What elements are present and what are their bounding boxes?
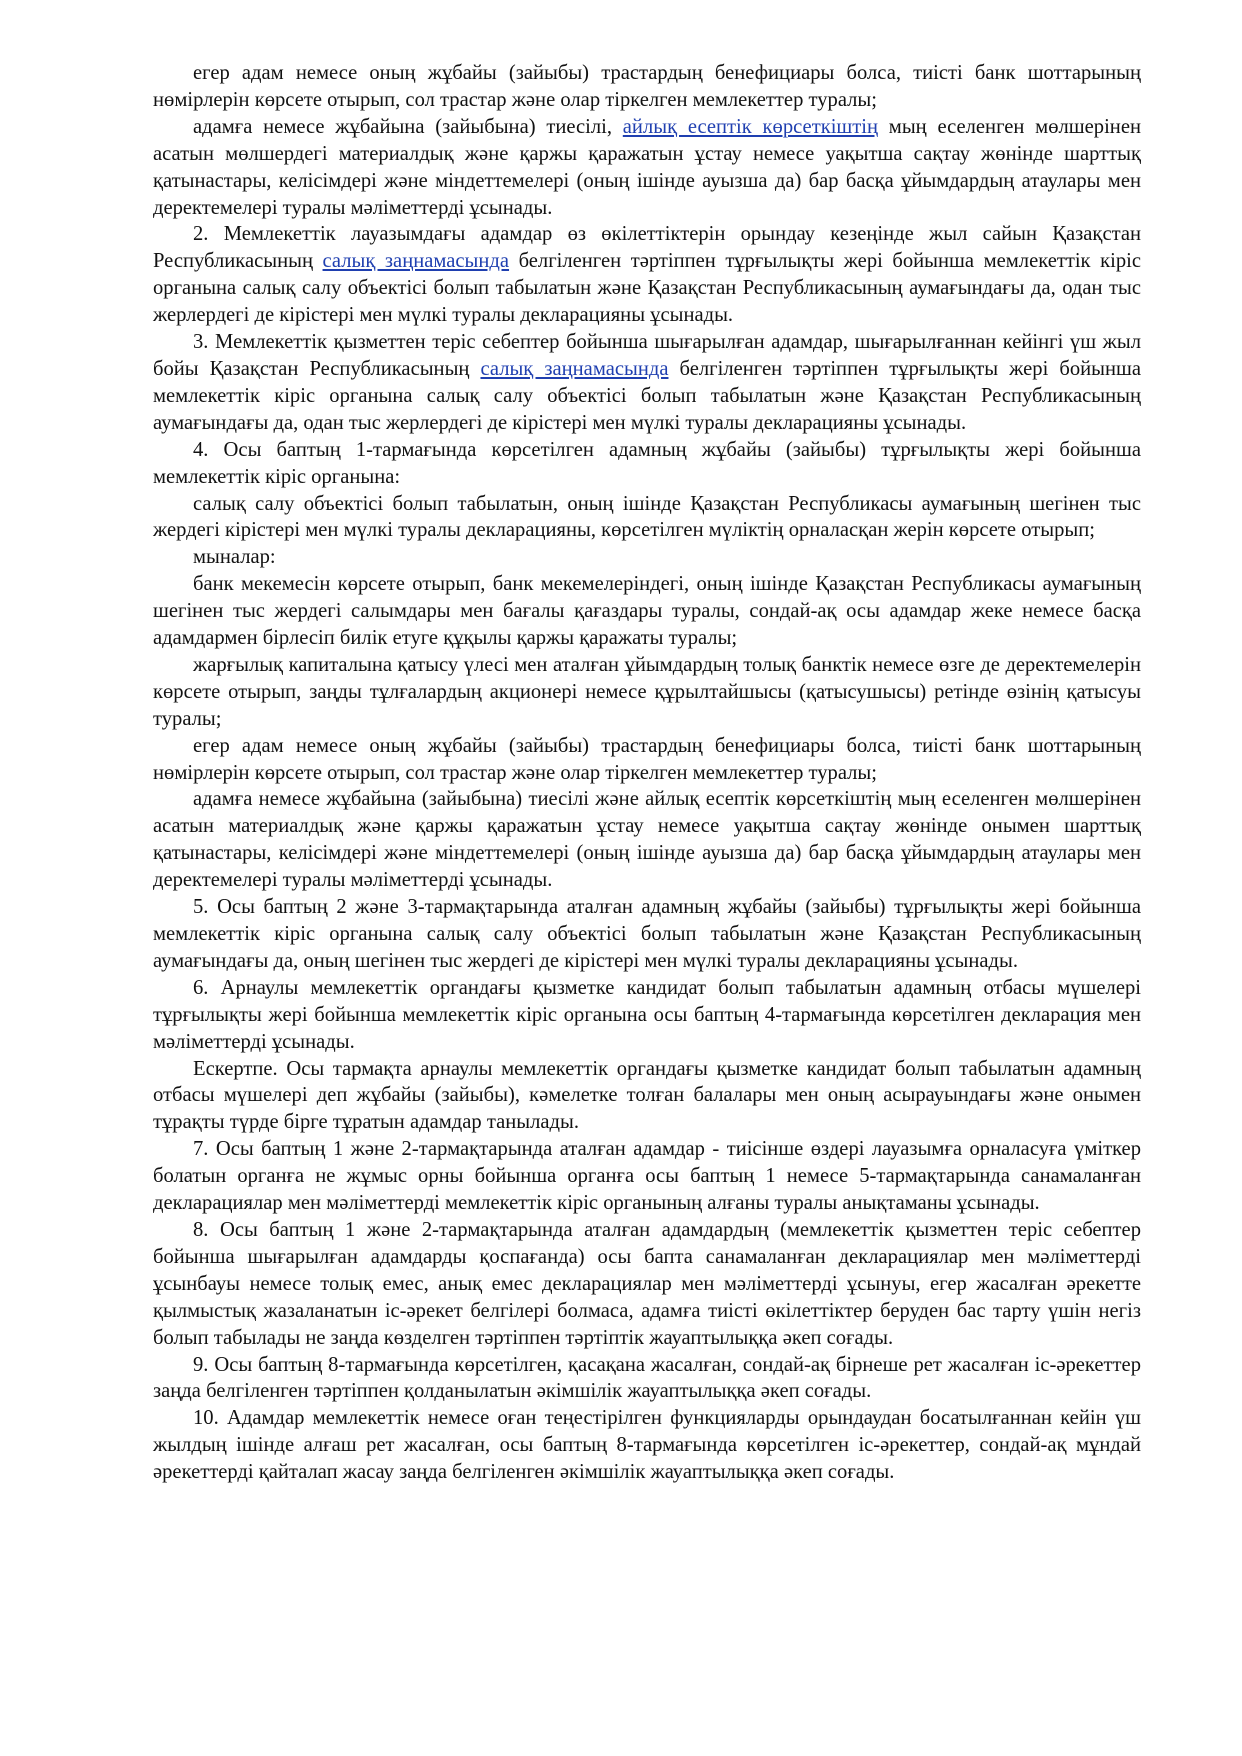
paragraph — [153, 786, 1141, 894]
paragraph-text: егер адам немесе оның жұбайы (зайыбы) трастардың бенефициары болса, тиісті банк шоттарының нөмірлерін көрсете отырып, сол трастар және олар тіркелген мемлекеттер туралы; — [153, 62, 1141, 111]
paragraph-text: мыналар: — [193, 546, 276, 569]
legal-reference-link[interactable]: айлық есептік көрсеткіштің — [622, 115, 879, 138]
paragraph-text: банк мекемесін көрсете отырып, банк мекемелеріндегі, оның ішінде Қазақстан Республикасы аумағының шегінен тыс жердегі салымдары мен бағалы қағаздары туралы, сондай-ақ осы адамдар жеке немесе басқа адамдармен бірлесіп билік етуге құқылы қаржы қаражаты туралы; — [153, 573, 1141, 650]
paragraph-text: белгіленген тәртіппен тұрғылықты жері бойынша мемлекеттік кіріс органына салық салу объектісі болып табылатын және Қазақстан Республикасының аумағындағы да, одан тыс жерлердегі де кірістері мен мүлкі туралы декларацияны ұсынады. — [153, 250, 1141, 327]
paragraph-text: белгіленген тәртіппен тұрғылықты жері бойынша мемлекеттік кіріс органына салық салу объектісі болып табылатын және Қазақстан Республикасының аумағындағы да, одан тыс жерлердегі де кірістері мен мүлкі туралы декларацияны ұсынады. — [153, 357, 1142, 434]
paragraph — [153, 60, 1141, 114]
paragraph-text: адамға немесе жұбайына (зайыбына) тиесілі және айлық есептік көрсеткіштің мың еселенген мөлшерінен асатын материалдық және қаржы қаражатын ұстау немесе уақытша сақтау жөнінде онымен шарттық қатынастары, келісімдері және міндеттемелері (оның ішінде ауызша да) бар басқа ұйымдардың атаулары мен деректемелері туралы мәліметтерді ұсынады. — [153, 788, 1141, 892]
paragraph — [153, 114, 1141, 222]
paragraph — [153, 437, 1141, 491]
paragraph-text: 8. Осы баптың 1 және 2-тармақтарында аталған адамдардың (мемлекеттік қызметтен теріс себептер бойынша шығарылған адамдарды қоспағанда) осы бапта санамаланған декларациялар мен мәліметтерді ұсынбауы немесе толық емес, анық емес декларациялар мен мәліметтерді ұсынуы, егер жасалған әрекетте қылмыстық жазаланатын іс-әрекет белгілері болмаса, адамға тиісті өкілеттіктер беруден бас тарту үшін негіз болып табылады не заңда көзделген тәртіппен тәртіптік жауаптылыққа әкеп соғады. — [153, 1218, 1141, 1349]
paragraph — [153, 652, 1141, 733]
paragraph — [153, 1056, 1141, 1137]
paragraph-text: 6. Арнаулы мемлекеттік органдағы қызметке кандидат болып табылатын адамның отбасы мүшелері тұрғылықты жері бойынша мемлекеттік кіріс органына осы баптың 4-тармағында көрсетілген декларация мен мәліметтерді ұсынады. — [153, 976, 1141, 1053]
document-body — [153, 60, 1141, 1486]
paragraph — [153, 1136, 1141, 1217]
paragraph-text: Ескертпе. Осы тармақта арнаулы мемлекеттік органдағы қызметке кандидат болып табылатын адамның отбасы мүшелері деп жұбайы (зайыбы), кәмелетке толған балалары мен оның асырауындағы және онымен тұрақты түрде бірге тұратын адамдар танылады. — [153, 1057, 1141, 1134]
paragraph — [153, 329, 1141, 437]
paragraph — [153, 221, 1141, 329]
paragraph — [153, 571, 1141, 652]
paragraph — [153, 894, 1141, 975]
paragraph — [153, 491, 1141, 545]
paragraph-text: жарғылық капиталына қатысу үлесі мен аталған ұйымдардың толық банктік немесе өзге де деректемелерін көрсете отырып, заңды тұлғалардың акционері немесе құрылтайшысы (қатысушысы) ретінде өзінің қатысуы туралы; — [153, 653, 1141, 730]
paragraph-text: егер адам немесе оның жұбайы (зайыбы) трастардың бенефициары болса, тиісті банк шоттарының нөмірлерін көрсете отырып, сол трастар және олар тіркелген мемлекеттер туралы; — [153, 734, 1141, 784]
paragraph-text: мың еселенген мөлшерінен асатын мөлшердегі материалдық және қаржы қаражатын ұстау немесе уақытша сақтау жөнінде шарттық қатынастары, келісімдері және міндеттемелері (оның ішінде ауызша да) бар басқа ұйымдардың атаулары мен деректемелері туралы мәліметтерді ұсынады. — [153, 115, 1141, 219]
paragraph-text: 2. Мемлекеттік лауазымдағы адамдар өз өкілеттіктерін орындау кезеңінде жыл сайын Қазақстан Республикасының — [153, 223, 1141, 273]
paragraph-text: салық салу объектісі болып табылатын, оның ішінде Қазақстан Республикасы аумағының шегінен тыс жердегі кірістері мен мүлкі туралы декларацияны, көрсетілген мүліктің орналасқан жерін көрсете отырып; — [153, 492, 1141, 542]
paragraph-text: 9. Осы баптың 8-тармағында көрсетілген, қасақана жасалған, сондай-ақ бірнеше рет жасалған іс-әрекеттер заңда белгіленген тәртіппен қолданылатын әкімшілік жауаптылыққа әкеп соғады. — [153, 1353, 1141, 1403]
paragraph-text: 3. Мемлекеттік қызметтен теріс себептер бойынша шығарылған адамдар, шығарылғаннан кейінгі үш жыл бойы Қазақстан Республикасының — [153, 331, 1141, 380]
legal-reference-link[interactable]: салық заңнамасында — [480, 357, 669, 380]
paragraph — [153, 1352, 1141, 1406]
paragraph-text: 4. Осы баптың 1-тармағында көрсетілген адамның жұбайы (зайыбы) тұрғылықты жері бойынша мемлекеттік кіріс органына: — [153, 438, 1141, 488]
paragraph — [153, 975, 1141, 1056]
paragraph — [153, 544, 1141, 571]
paragraph-text: 10. Адамдар мемлекеттік немесе оған теңестірілген функцияларды орындаудан босатылғаннан кейін үш жылдың ішінде алғаш рет жасалған, осы баптың 8-тармағында көрсетілген іс-әрекеттер, сондай-ақ мұндай әрекеттерді қайталап жасау заңда белгіленген әкімшілік жауаптылыққа әкеп соғады. — [153, 1407, 1141, 1484]
paragraph-text: адамға немесе жұбайына (зайыбына) тиесілі, — [193, 115, 623, 138]
paragraph — [153, 733, 1141, 787]
paragraph-text: 5. Осы баптың 2 және 3-тармақтарында аталған адамның жұбайы (зайыбы) тұрғылықты жері бойынша мемлекеттік кіріс органына салық салу объектісі болып табылатын және Қазақстан Республикасының аумағындағы да, оның шегінен тыс жердегі де кірістері мен мүлкі туралы декларацияны ұсынады. — [153, 896, 1141, 972]
legal-reference-link[interactable]: салық заңнамасында — [322, 250, 510, 273]
paragraph — [153, 1405, 1141, 1486]
paragraph — [153, 1217, 1141, 1352]
paragraph-text: 7. Осы баптың 1 және 2-тармақтарында аталған адамдар - тиісінше өздері лауазымға орналасуға үміткер болатын органға не жұмыс орны бойынша органға осы баптың 1 немесе 5-тармақтарында санамаланған декларациялар мен мәліметтерді мемлекеттік кіріс органының алғаны туралы анықтаманы ұсынады. — [153, 1138, 1141, 1215]
